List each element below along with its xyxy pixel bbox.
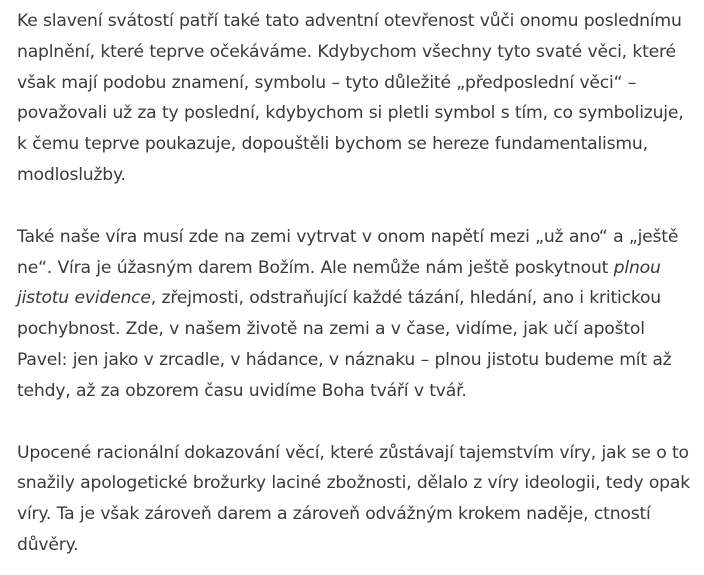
paragraph-sacraments: Ke slavení svátostí patří také tato adventní otevřenost vůči onomu poslednímu naplnění, které teprve očekáváme. Kdybychom všechny tyto svaté věci, které však mají podobu znamení, symbolu – tyto důležité „předposlední věci“ – považovali už za ty poslední, kdybychom si pletli symbol s tím, co symbolizuje, k čemu teprve poukazuje, dopouštěli bychom se hereze fundamentalismu, modloslužby. (17, 11, 684, 185)
paragraph-faith-text-end: , zřejmosti, odstraňující každé tázání, hledání, ano i kritickou pochybnost. Zde, v našem životě na zemi a v čase, vidíme, jak učí apoštol Pavel: jen jako v zrcadle, v hádance, v náznaku – plnou jistotu budeme mít až tehdy, až za obzorem času uvidíme Boha tváří v tvář. (17, 288, 672, 401)
emphasis-text: plnou jistotu evidence (17, 257, 661, 309)
article-body (17, 6, 697, 561)
paragraph-faith (17, 222, 697, 407)
paragraph-faith-text-start: Také naše víra musí zde na zemi vytrvat v onom napětí mezi „už ano“ a „ještě ne“. Víra je úžasným darem Božím. Ale nemůže nám ještě poskytnout (17, 226, 679, 278)
paragraph-apologetics: Upocené racionální dokazování věcí, které zůstávají tajemstvím víry, jak se o to snažily apologetické brožurky laciné zbožnosti, dělalo z víry ideologii, tedy opak víry. Ta je však zároveň darem a zároveň odvážným krokem naděje, ctností důvěry. (17, 442, 690, 555)
